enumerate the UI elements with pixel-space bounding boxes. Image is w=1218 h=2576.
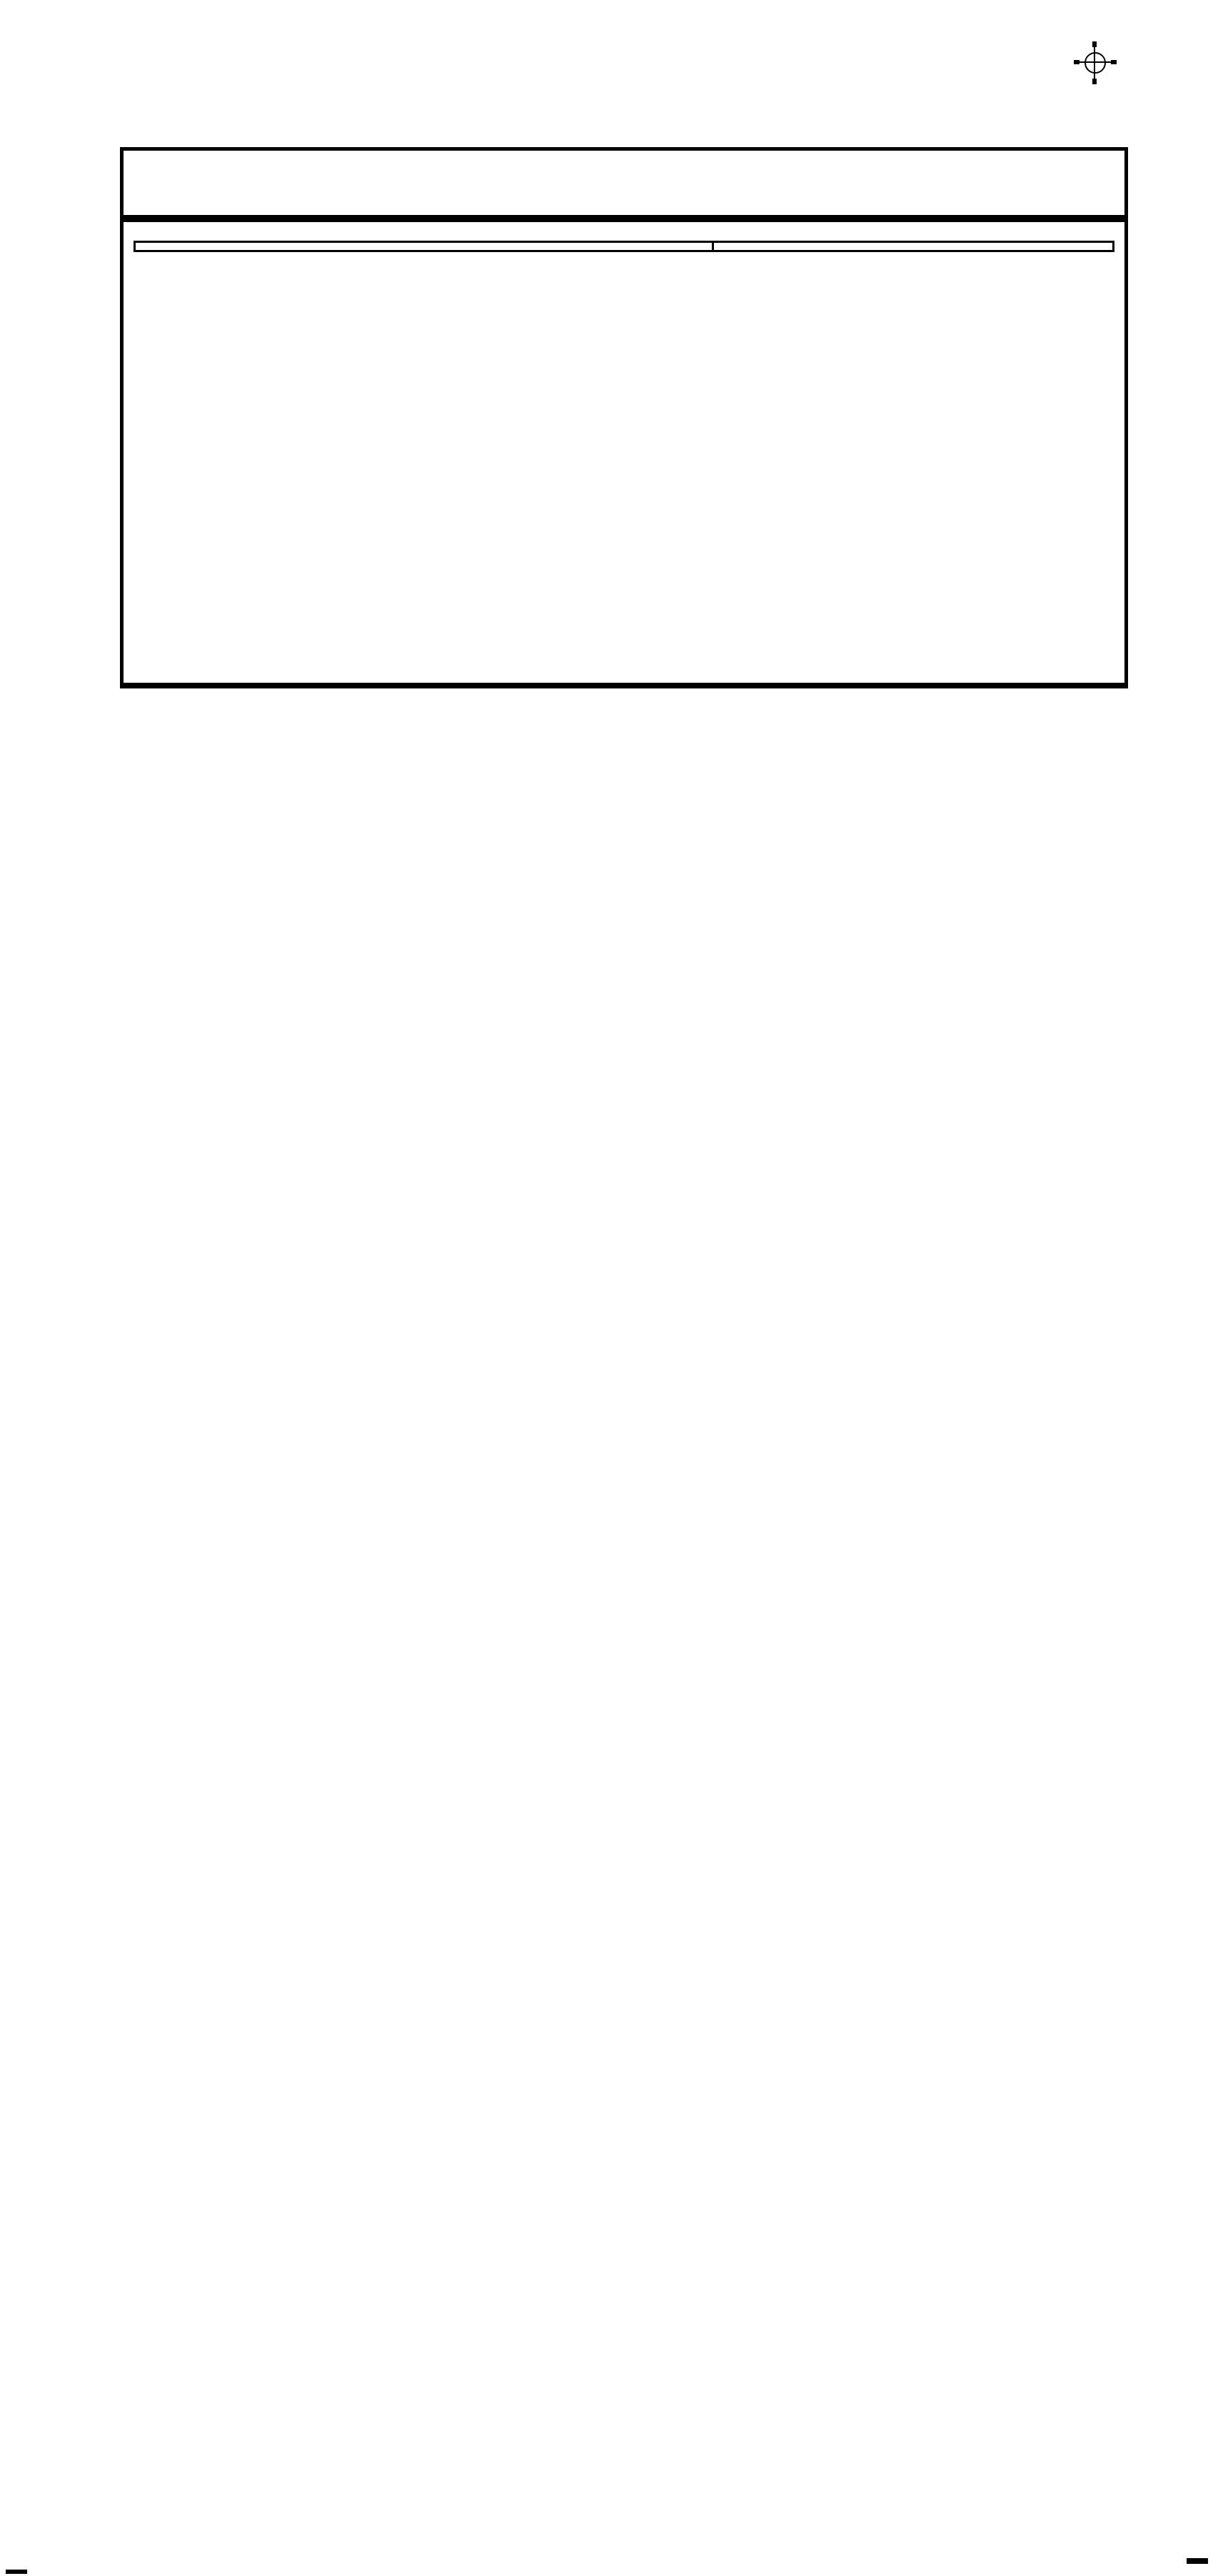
warning-section [712,243,1112,250]
to-vote-section [136,243,712,250]
registration-crosshair-icon [1074,41,1117,84]
instructions-box [134,241,1114,252]
county-header-box [120,147,1128,219]
corner-mark [1187,2558,1208,2564]
corner-mark [6,2570,27,2574]
ballot-header-box [120,219,1128,688]
